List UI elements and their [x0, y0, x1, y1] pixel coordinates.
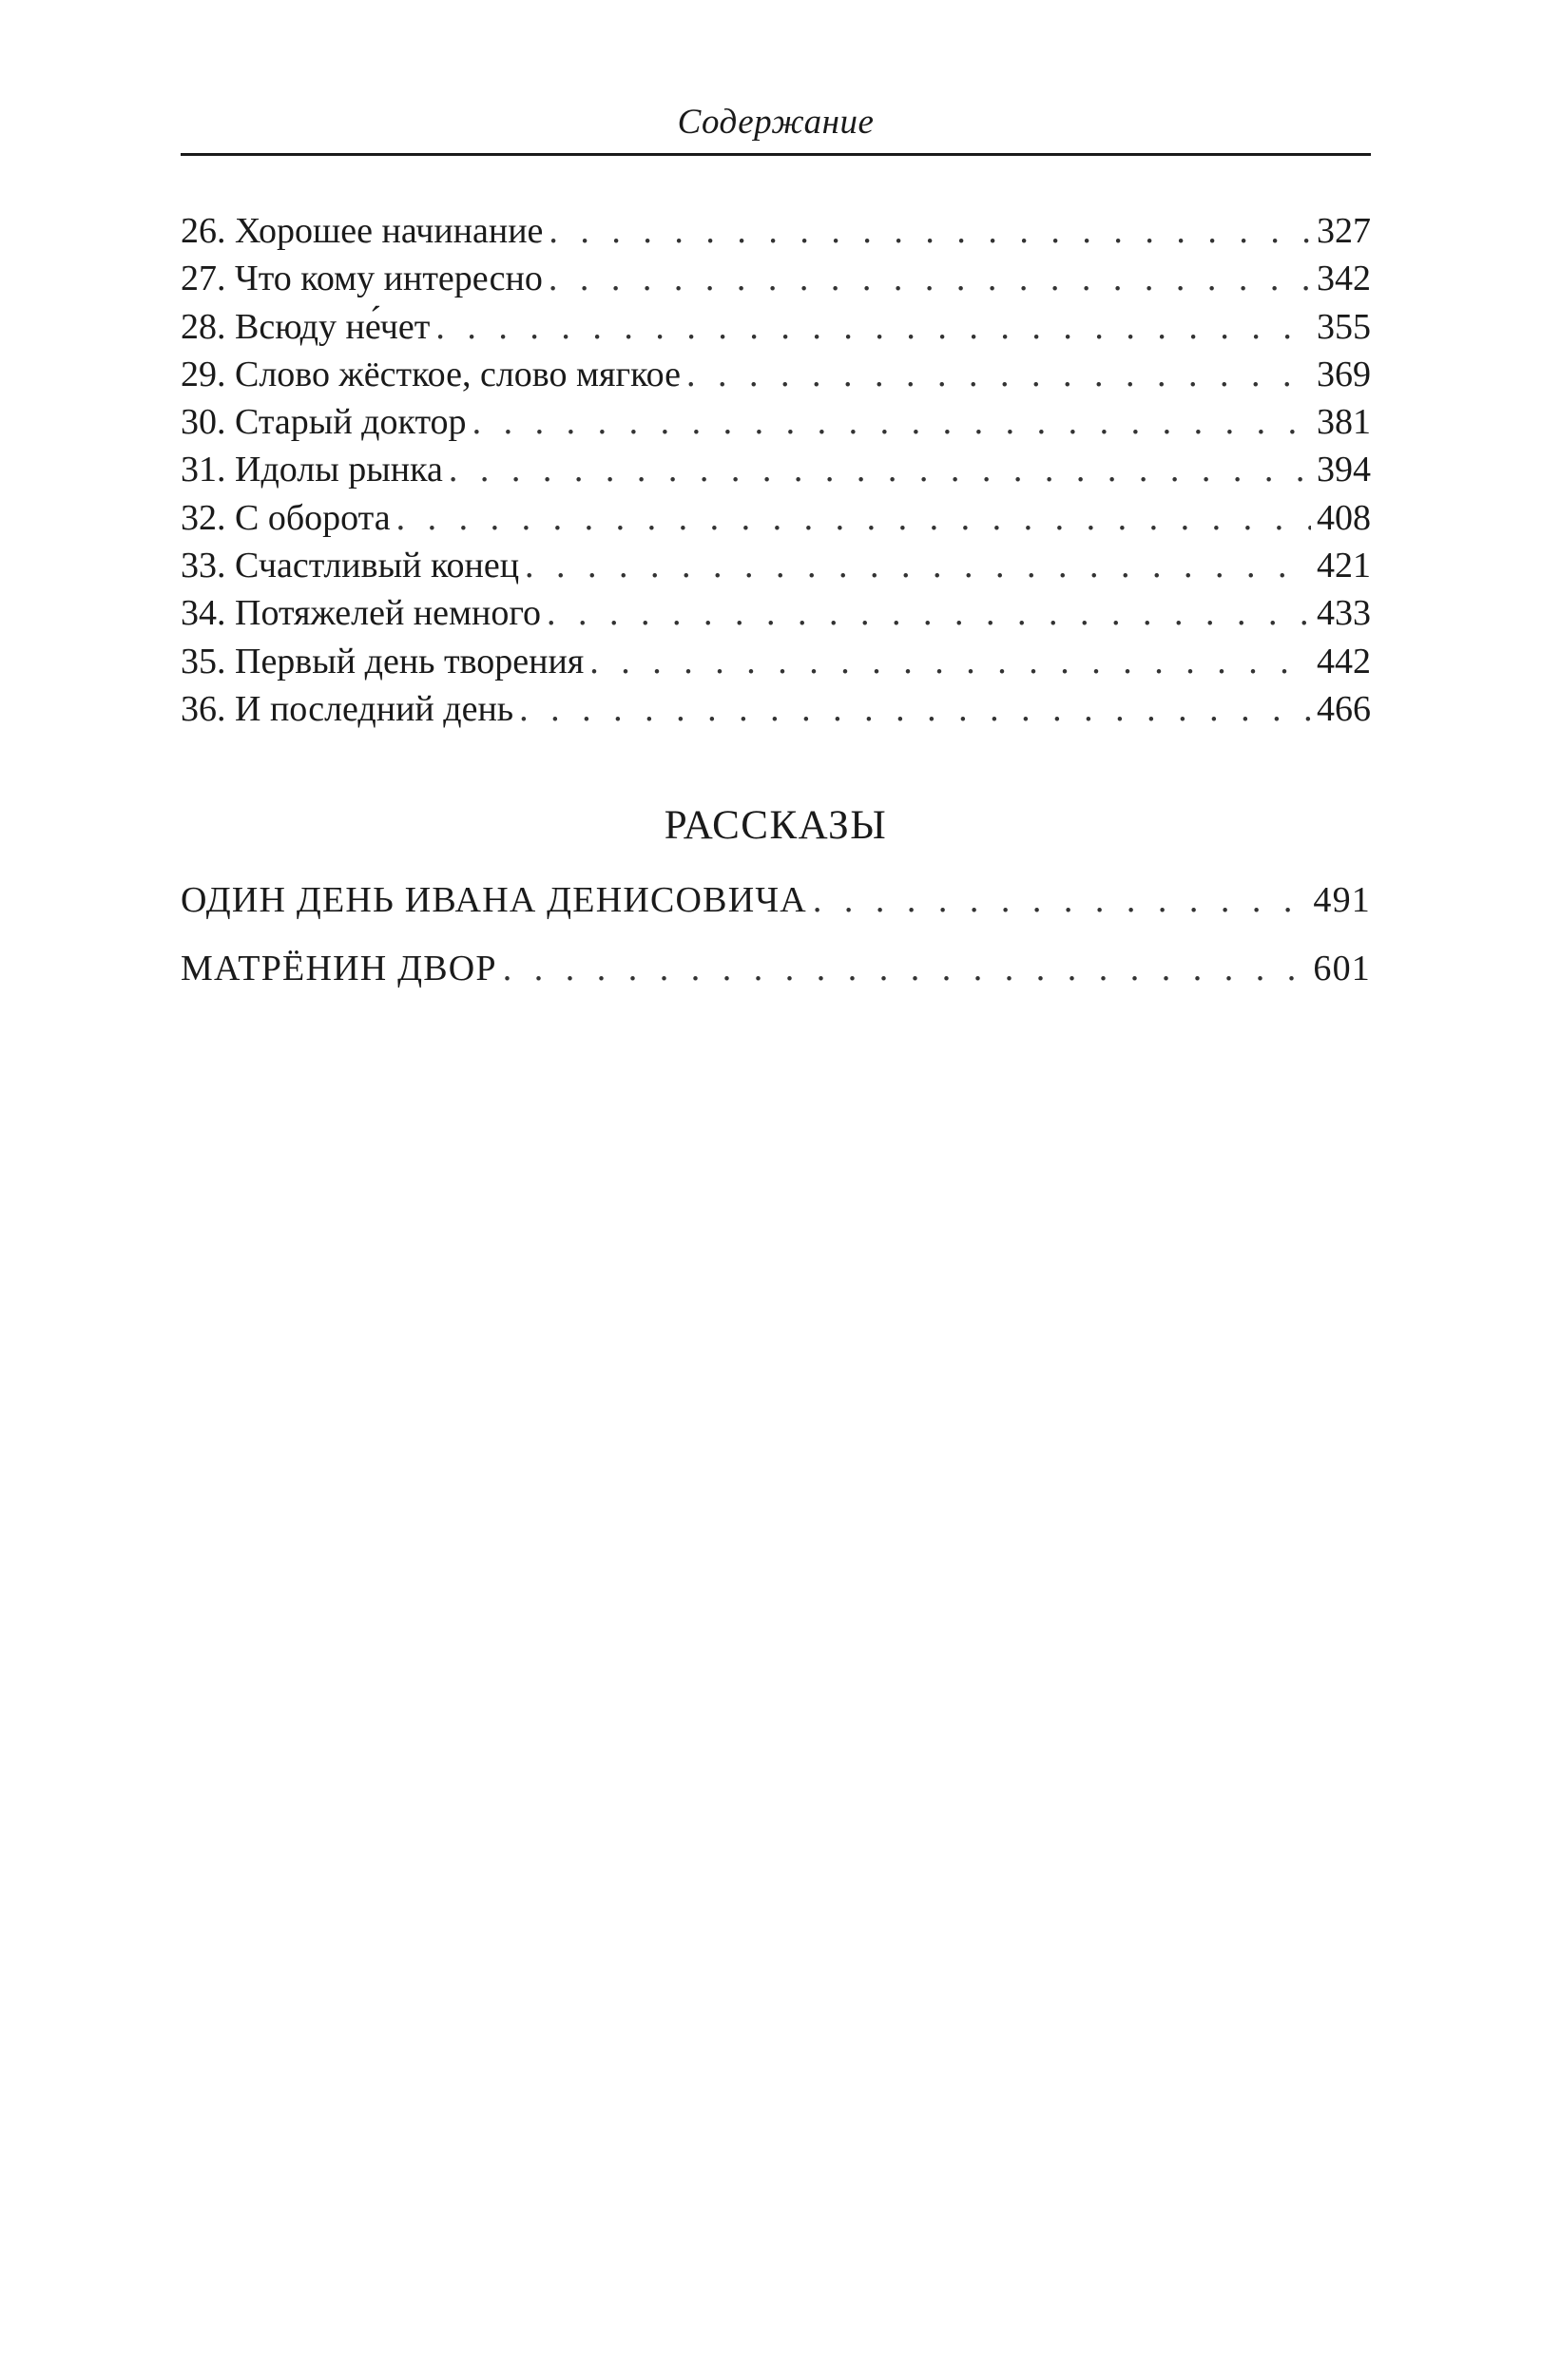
toc-entry-page: 421 — [1317, 546, 1371, 586]
toc-entry — [181, 589, 1371, 637]
dot-leader — [589, 638, 1311, 685]
toc-entry-page: 466 — [1317, 688, 1371, 729]
toc-entry — [181, 207, 1371, 255]
dot-leader — [503, 945, 1308, 992]
toc-entry-title: 35. Первый день творения — [181, 641, 585, 681]
toc-entry-page: 327 — [1317, 211, 1371, 251]
toc-entry — [181, 638, 1371, 685]
chapter-list — [181, 207, 1371, 733]
toc-entry-page: 442 — [1317, 641, 1371, 681]
toc-entry-title: 34. Потяжелей немного — [181, 593, 542, 634]
toc-entry-page: 394 — [1317, 450, 1371, 490]
toc-entry-title: 36. И последний день — [181, 688, 514, 729]
toc-entry-title: 32. С оборота — [181, 497, 391, 538]
toc-entry-page: 601 — [1313, 949, 1371, 988]
toc-entry — [181, 685, 1371, 733]
toc-entry-page: 433 — [1317, 593, 1371, 634]
toc-entry — [181, 398, 1371, 446]
toc-entry — [181, 351, 1371, 398]
dot-leader — [519, 685, 1311, 733]
toc-entry-page: 491 — [1313, 880, 1371, 920]
toc-entry-page: 355 — [1317, 306, 1371, 347]
toc-entry — [181, 945, 1371, 1013]
dot-leader — [813, 876, 1307, 924]
toc-entry-title: 29. Слово жёсткое, слово мягкое — [181, 354, 681, 394]
dot-leader — [549, 207, 1311, 255]
story-list — [181, 876, 1371, 1013]
header-rule — [181, 153, 1371, 156]
toc-entry-page: 342 — [1317, 259, 1371, 299]
toc-entry-title: 26. Хорошее начинание — [181, 211, 544, 251]
toc-entry-title: МАТРЁНИН ДВОР — [181, 949, 497, 988]
toc-entry — [181, 303, 1371, 351]
toc-entry-title: 27. Что кому интересно — [181, 259, 543, 299]
dot-leader — [472, 398, 1311, 446]
section-heading-stories: РАССКАЗЫ — [664, 803, 888, 848]
toc-entry-page: 369 — [1317, 354, 1371, 394]
toc-entry-title: 33. Счастливый конец — [181, 546, 520, 586]
toc-entry-page: 408 — [1317, 497, 1371, 538]
toc-entry-title: 30. Старый доктор — [181, 402, 467, 443]
dot-leader — [525, 542, 1311, 589]
toc-entry — [181, 494, 1371, 542]
dot-leader — [435, 303, 1311, 351]
toc-entry — [181, 876, 1371, 945]
toc-entry — [181, 446, 1371, 493]
dot-leader — [686, 351, 1311, 398]
toc-entry-title: ОДИН ДЕНЬ ИВАНА ДЕНИСОВИЧА — [181, 880, 807, 920]
toc-entry-title: 31. Идолы рынка — [181, 450, 443, 490]
toc-entry — [181, 542, 1371, 589]
dot-leader — [396, 494, 1311, 542]
dot-leader — [547, 589, 1311, 637]
dot-leader — [549, 255, 1311, 302]
dot-leader — [449, 446, 1311, 493]
running-head: Содержание — [677, 103, 875, 142]
toc-entry-title: 28. Всюду не́чет — [181, 306, 431, 347]
toc-entry-page: 381 — [1317, 402, 1371, 443]
toc-entry — [181, 255, 1371, 302]
